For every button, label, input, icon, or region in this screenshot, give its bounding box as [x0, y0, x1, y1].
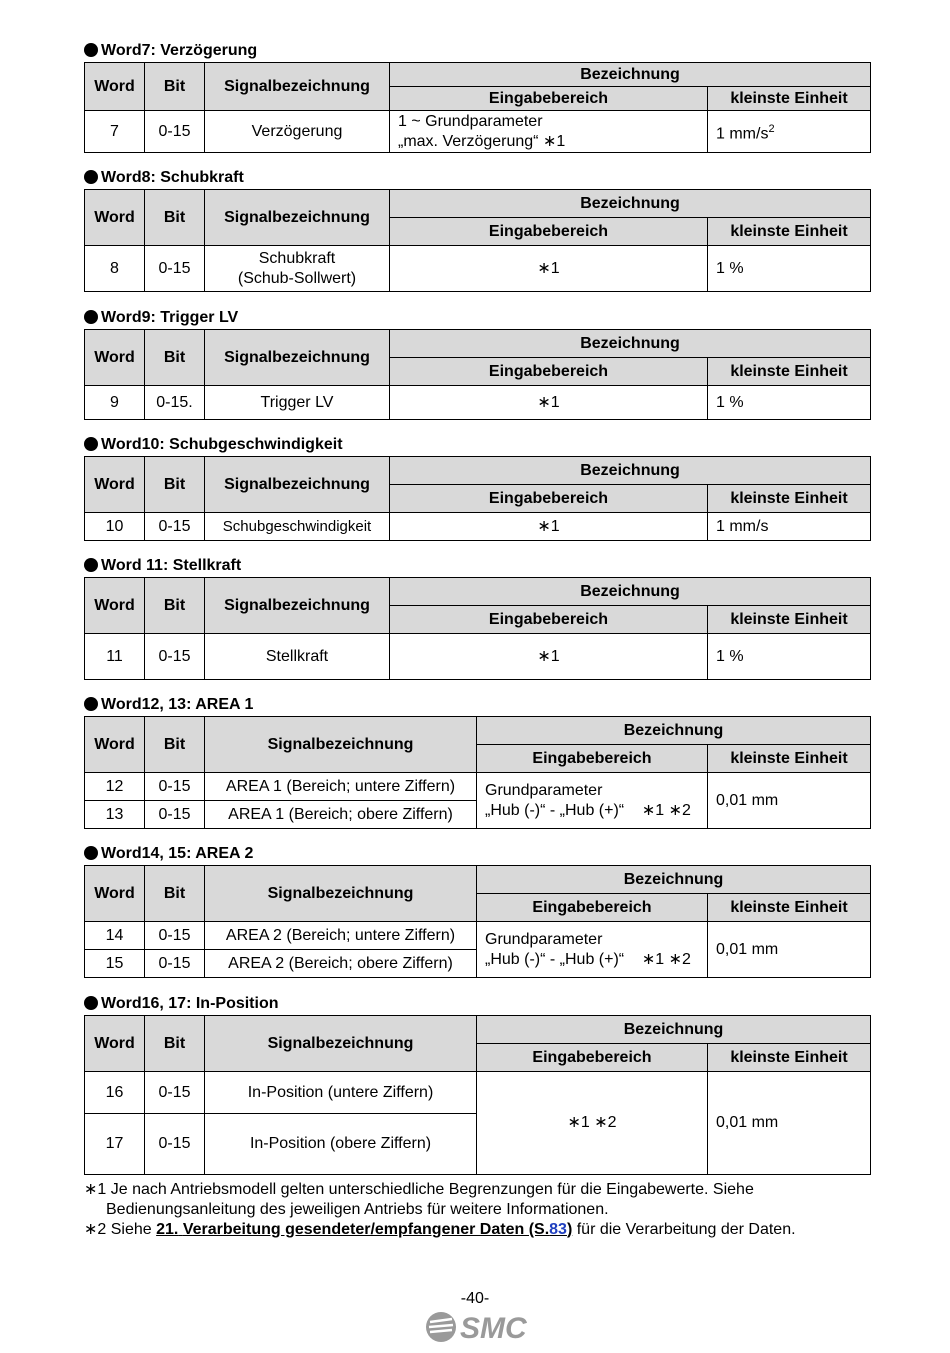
- table-row: 8 0-15 Schubkraft (Schub-Sollwert) ∗1 1 %: [85, 246, 871, 292]
- section-heading: Word 11: Stellkraft: [84, 555, 871, 577]
- section-heading: Word12, 13: AREA 1: [84, 694, 871, 716]
- bullet-icon: [84, 43, 98, 57]
- section-word10: [84, 434, 871, 541]
- table-row: 14 0-15 AREA 2 (Bereich; untere Ziffern) Grundparameter „Hub (-)“ - „Hub (+)“ ∗1 ∗2 0,01 mm: [85, 922, 871, 950]
- word7-table: Word Bit Signalbezeichnung Bezeichnung Eingabebereich kleinste Einheit 7 0-15 Verzögerung 1 ~ Grundparameter „max. Verzögerung“ ∗1 1 $mm/s^2$: [84, 62, 871, 153]
- smc-logo-icon: [424, 1310, 534, 1344]
- table-row: 9 0-15. Trigger LV ∗1 1 %: [85, 386, 871, 420]
- table-row: 13 0-15 AREA 1 (Bereich; obere Ziffern): [85, 801, 871, 829]
- table-row: 17 0-15 In-Position (obere Ziffern): [85, 1114, 871, 1175]
- section-word9: [84, 307, 871, 420]
- section-reference-link[interactable]: 21. Verarbeitung gesendeter/empfangener Daten (S.83): [156, 1221, 573, 1238]
- section-word8: [84, 167, 871, 292]
- section-word14-15: [84, 843, 871, 978]
- footnotes: [84, 1180, 884, 1240]
- table-row: 15 0-15 AREA 2 (Bereich; obere Ziffern): [85, 950, 871, 978]
- word10-table: Word Bit Signalbezeichnung Bezeichnung Eingabebereich kleinste Einheit 10 0-15 Schubgeschwindigkeit ∗1 1 mm/s: [84, 456, 871, 541]
- section-heading: Word9: Trigger LV: [84, 307, 871, 329]
- bullet-icon: [84, 558, 98, 572]
- bullet-icon: [84, 310, 98, 324]
- section-heading: Word14, 15: AREA 2: [84, 843, 871, 865]
- footnote-2: ∗2 Siehe 21. Verarbeitung gesendeter/empfangener Daten (S.83) für die Verarbeitung der Daten.: [84, 1221, 796, 1238]
- section-word12-13: [84, 694, 871, 829]
- table-row: 12 0-15 AREA 1 (Bereich; untere Ziffern) Grundparameter „Hub (-)“ - „Hub (+)“ ∗1 ∗2 0,01 mm: [85, 773, 871, 801]
- bullet-icon: [84, 846, 98, 860]
- section-heading: Word16, 17: In-Position: [84, 993, 871, 1015]
- table-row: 10 0-15 Schubgeschwindigkeit ∗1 1 mm/s: [85, 513, 871, 541]
- table-row: 11 0-15 Stellkraft ∗1 1 %: [85, 634, 871, 680]
- word9-table: Word Bit Signalbezeichnung Bezeichnung Eingabebereich kleinste Einheit 9 0-15. Trigger LV ∗1 1 %: [84, 329, 871, 420]
- section-word7: [84, 40, 871, 153]
- word11-table: Word Bit Signalbezeichnung Bezeichnung Eingabebereich kleinste Einheit 11 0-15 Stellkraft ∗1 1 %: [84, 577, 871, 680]
- section-heading: Word7: Verzögerung: [84, 40, 871, 62]
- footnote-1-cont: Bedienungsanleitung des jeweiligen Antriebs für weitere Informationen.: [106, 1201, 609, 1218]
- word12-13-table: Word Bit Signalbezeichnung Bezeichnung Eingabebereich kleinste Einheit 12 0-15 AREA 1 (Bereich; untere Ziffern) Grundparameter „Hub (-)“ - „Hub (+)“ ∗1 ∗2 0,01 mm 13 0-15 AREA 1 (Bereich; obere Ziffern): [84, 716, 871, 829]
- table-row: 7 0-15 Verzögerung 1 ~ Grundparameter „max. Verzögerung“ ∗1 1 $mm/s^2$: [85, 111, 871, 153]
- bullet-icon: [84, 996, 98, 1010]
- section-heading: Word10: Schubgeschwindigkeit: [84, 434, 871, 456]
- word16-17-table: Word Bit Signalbezeichnung Bezeichnung Eingabebereich kleinste Einheit 16 0-15 In-Position (untere Ziffern) ∗1 ∗2 0,01 mm 17 0-15 In-Position (obere Ziffern): [84, 1015, 871, 1175]
- word14-15-table: Word Bit Signalbezeichnung Bezeichnung Eingabebereich kleinste Einheit 14 0-15 AREA 2 (Bereich; untere Ziffern) Grundparameter „Hub (-)“ - „Hub (+)“ ∗1 ∗2 0,01 mm 15 0-15 AREA 2 (Bereich; obere Ziffern): [84, 865, 871, 978]
- svg-text:SMC: SMC: [460, 1312, 527, 1344]
- word8-table: Word Bit Signalbezeichnung Bezeichnung Eingabebereich kleinste Einheit 8 0-15 Schubkraft (Schub-Sollwert) ∗1 1 %: [84, 189, 871, 292]
- section-word16-17: [84, 993, 871, 1175]
- page-link[interactable]: 83: [549, 1221, 567, 1238]
- section-heading: Word8: Schubkraft: [84, 167, 871, 189]
- bullet-icon: [84, 170, 98, 184]
- table-row: 16 0-15 In-Position (untere Ziffern) ∗1 ∗2 0,01 mm: [85, 1072, 871, 1114]
- page-number: -40-: [460, 1290, 490, 1307]
- smc-logo: [424, 1310, 534, 1344]
- footnote-1: ∗1 Je nach Antriebsmodell gelten unterschiedliche Begrenzungen für die Eingabewerte. Siehe: [84, 1181, 754, 1198]
- bullet-icon: [84, 437, 98, 451]
- bullet-icon: [84, 697, 98, 711]
- section-word11: [84, 555, 871, 680]
